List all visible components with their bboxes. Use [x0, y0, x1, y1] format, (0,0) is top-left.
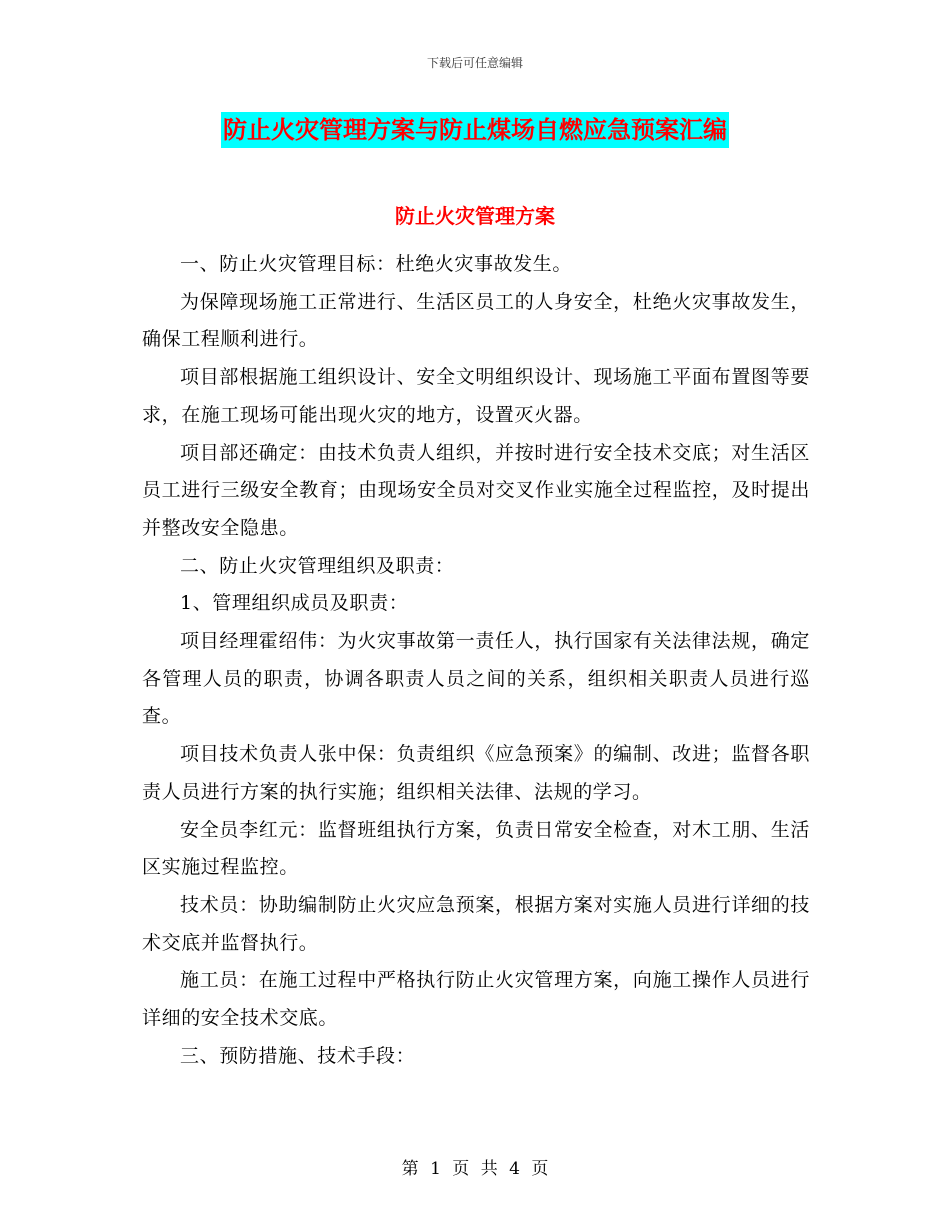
paragraph: 项目部根据施工组织设计、安全文明组织设计、现场施工平面布置图等要求，在施工现场可能出现火灾的地方，设置灭火器。 [142, 366, 810, 426]
document-title [0, 112, 950, 151]
paragraph: 项目部还确定：由技术负责人组织，并按时进行安全技术交底；对生活区员工进行三级安全教育；由现场安全员对交叉作业实施全过程监控，及时提出并整改安全隐患。 [142, 441, 810, 539]
paragraph: 项目技术负责人张中保：负责组织《应急预案》的编制、改进；监督各职责人员进行方案的执行实施；组织相关法律、法规的学习。 [142, 743, 810, 803]
paragraph: 二、防止火灾管理组织及职责： [180, 554, 455, 577]
document-title-text: 防止火灾管理方案与防止煤场自燃应急预案汇编 [221, 112, 729, 148]
paragraph: 安全员李红元：监督班组执行方案，负责日常安全检查，对木工朋、生活区实施过程监控。 [142, 818, 810, 879]
paragraph: 三、预防措施、技术手段： [180, 1044, 416, 1067]
page-number-footer: 第 1 页 共 4 页 [401, 1159, 549, 1179]
paragraph: 一、防止火灾管理目标：杜绝火灾事故发生。 [180, 253, 573, 275]
paragraph: 项目经理霍绍伟：为火灾事故第一责任人，执行国家有关法律法规，确定各管理人员的职责，协调各职责人员之间的关系，组织相关职责人员进行巡查。 [142, 630, 810, 728]
section-title: 防止火灾管理方案 [395, 204, 555, 228]
document-body [142, 246, 810, 1075]
paragraph: 技术员：协助编制防止火灾应急预案，根据方案对实施人员进行详细的技术交底并监督执行。 [142, 893, 810, 954]
paragraph: 1、管理组织成员及职责： [180, 592, 409, 615]
header-note: 下载后可任意编辑 [426, 56, 523, 70]
paragraph: 为保障现场施工正常进行、生活区员工的人身安全，杜绝火灾事故发生，确保工程顺利进行。 [142, 290, 810, 351]
paragraph: 施工员：在施工过程中严格执行防止火灾管理方案，向施工操作人员进行详细的安全技术交底。 [142, 969, 810, 1030]
